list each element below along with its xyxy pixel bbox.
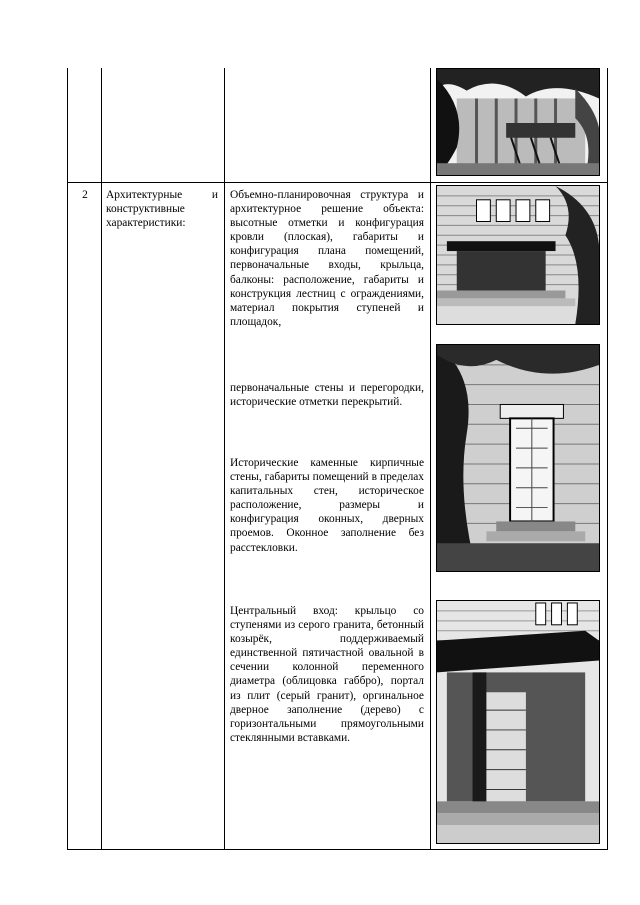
table-divider-2 xyxy=(224,68,225,850)
description-paragraph-1: Объемно-планировочная структура и архитектурное решение объекта: высотные отметки и конфигурация кровли (плоская), габариты и конфигурация плана помещений, первоначальные входы, крыльца, балконы: расположение, габариты и конструкция лестниц с ограждениями, материал покрытия ступеней и площадок, xyxy=(230,189,424,328)
description-paragraph-3: Исторические каменные кирпичные стены, габариты помещений в пределах капитальных стен, историческое расположение, размеры и конфигурация оконных, дверных проемов. Оконное заполнение без расстекловки. xyxy=(230,457,424,554)
table-divider-1 xyxy=(101,68,102,850)
characteristic-label: Архитектурные и конструктивные характеристики: xyxy=(106,189,218,230)
photo-entrance-canopy-steps xyxy=(436,185,600,325)
table-divider-3 xyxy=(430,68,431,850)
table-border-left xyxy=(67,68,68,850)
photo-building-facade-balcony xyxy=(436,68,600,176)
table-row-divider xyxy=(67,182,608,183)
photo-brick-wall-door xyxy=(436,344,600,572)
description-paragraph-4: Центральный вход: крыльцо со ступенями из серого гранита, бетонный козырёк, поддерживаемый единственной пятичастной овальной в сечении колонной переменного диаметра (облицовка габбро), портал из плит (серый гранит), оргинальное дверное заполнение (дерево) с горизонтальными прямоугольными стеклянными вставками. xyxy=(230,605,424,744)
photo-central-entrance-column xyxy=(436,600,600,844)
description-paragraph-2: первоначальные стены и перегородки, исторические отметки перекрытий. xyxy=(230,382,424,409)
row-number: 2 xyxy=(82,189,88,201)
table-border-bottom xyxy=(67,849,608,850)
table-border-right xyxy=(607,68,608,850)
